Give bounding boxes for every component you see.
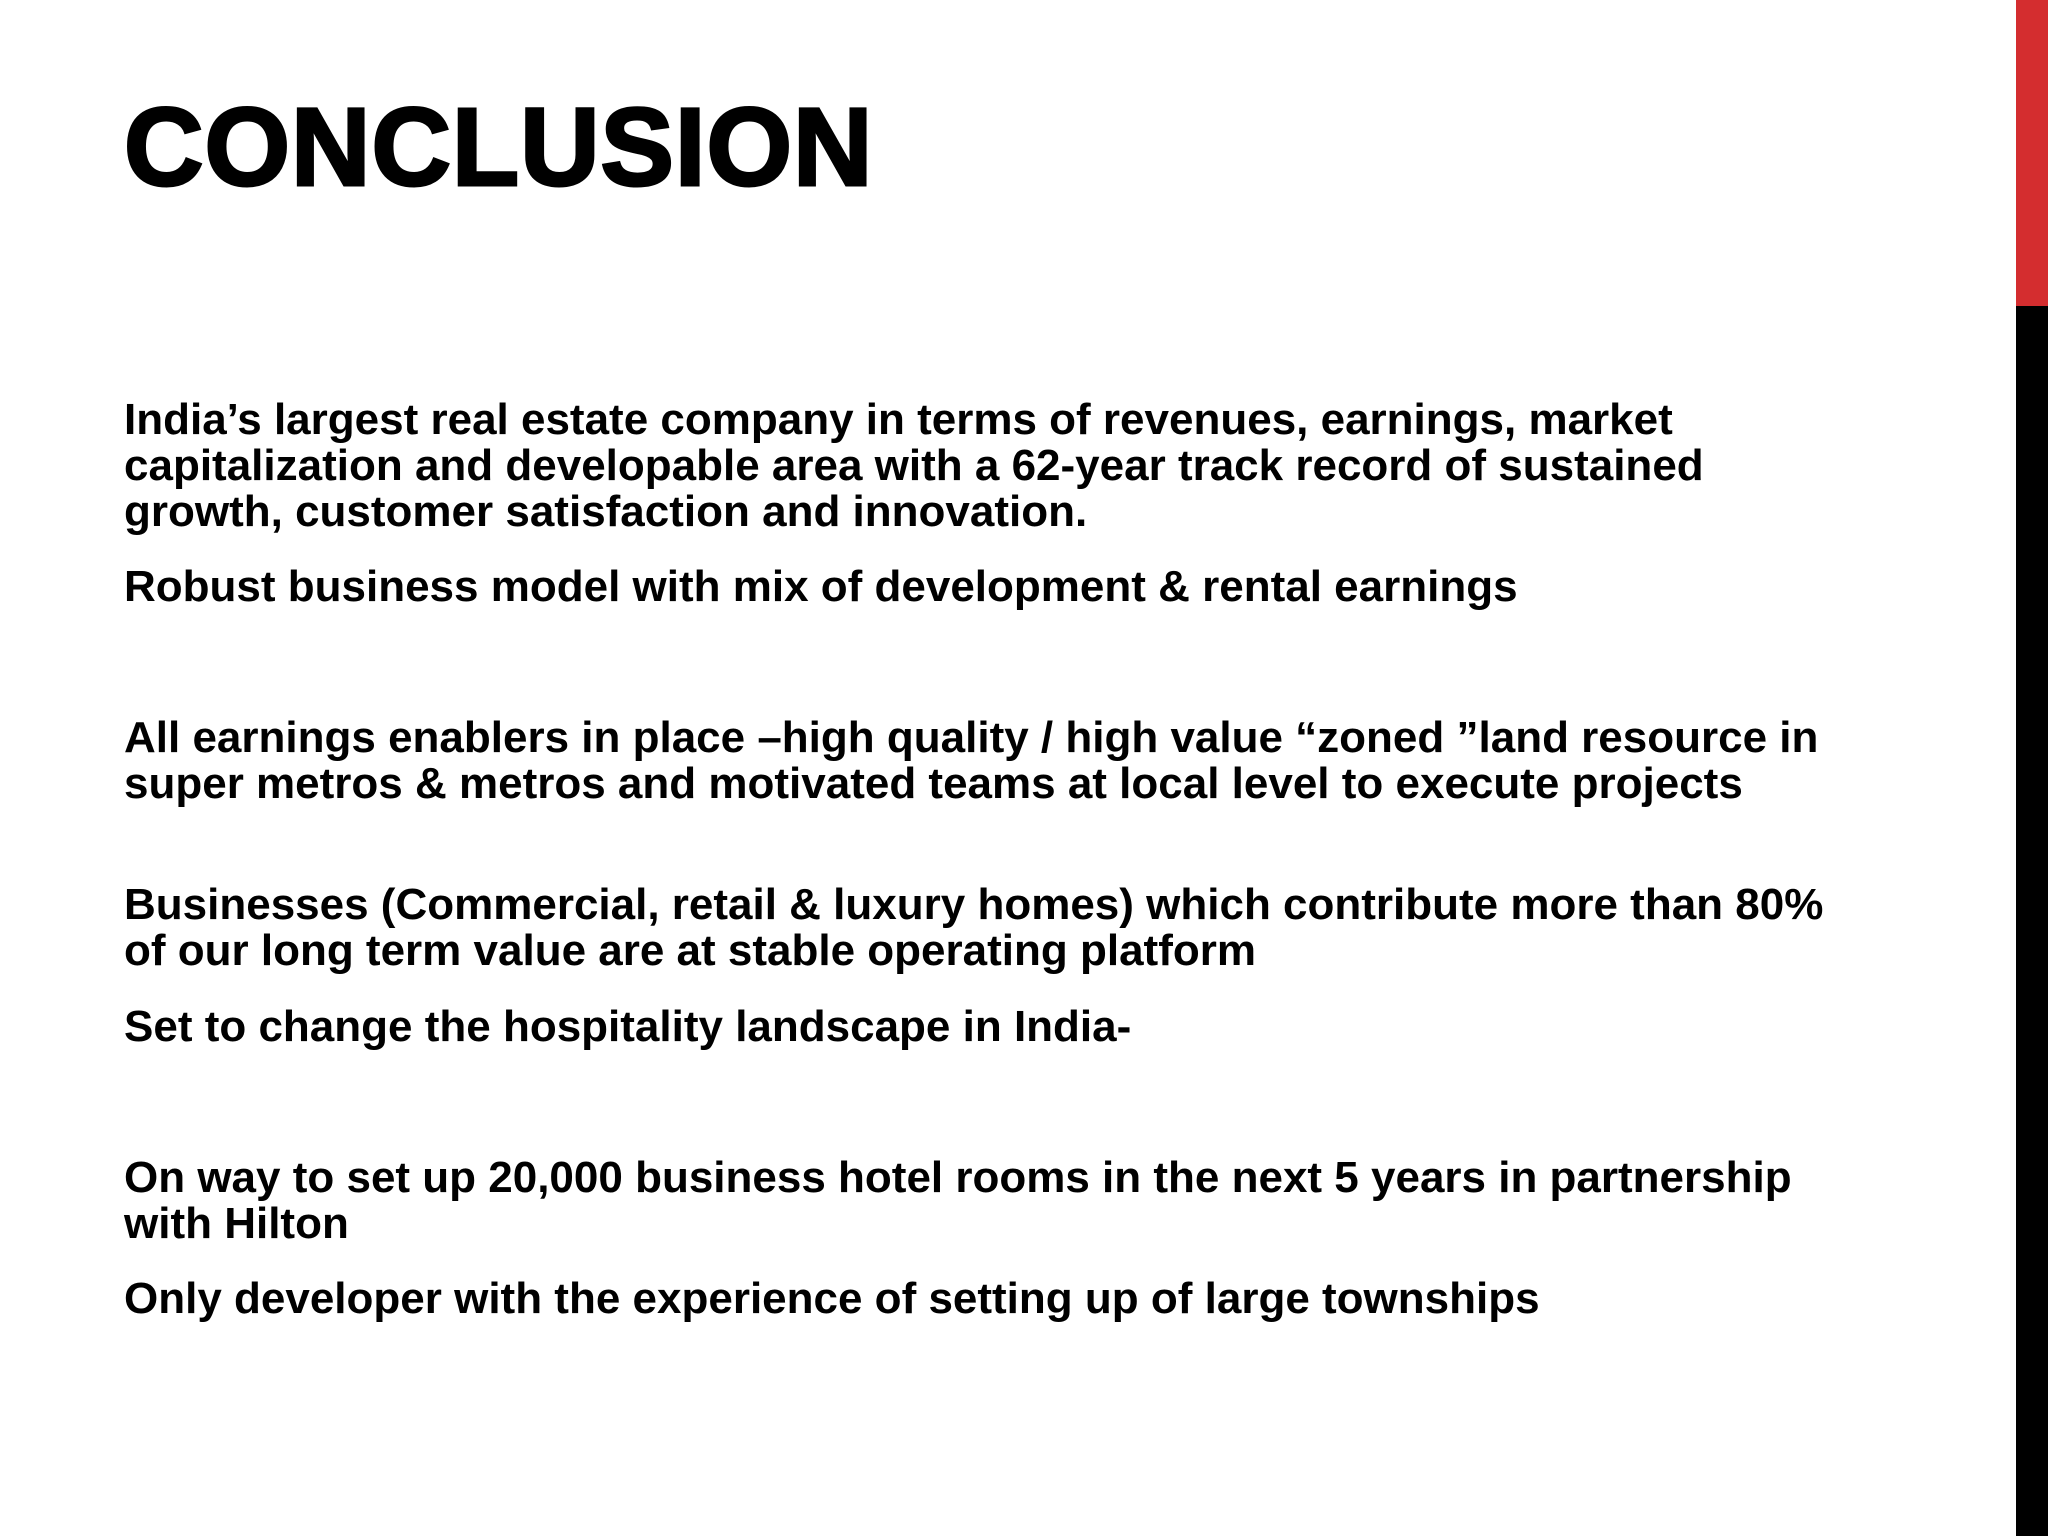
- accent-bar-red: [2016, 0, 2048, 306]
- paragraph-earnings-enablers: All earnings enablers in place –high quality / high value “zoned ”land resource in super metros & metros and motivated teams at local level to execute projects: [124, 713, 1819, 808]
- paragraph-townships: Only developer with the experience of setting up of large townships: [124, 1274, 1540, 1323]
- slide-title: CONCLUSION: [124, 86, 874, 209]
- paragraph-hotel-rooms: On way to set up 20,000 business hotel rooms in the next 5 years in partnership with Hilton: [124, 1153, 1792, 1248]
- paragraph-hospitality: Set to change the hospitality landscape in India-: [124, 1002, 1132, 1051]
- accent-bar-black: [2016, 306, 2048, 1536]
- paragraph-business-model: Robust business model with mix of development & rental earnings: [124, 562, 1518, 611]
- paragraph-businesses-value: Businesses (Commercial, retail & luxury homes) which contribute more than 80% of our long term value are at stable operating platform: [124, 880, 1824, 975]
- paragraph-largest-company: India’s largest real estate company in terms of revenues, earnings, market capitalization and developable area with a 62-year track record of sustained growth, customer satisfaction and innovation.: [124, 395, 1704, 536]
